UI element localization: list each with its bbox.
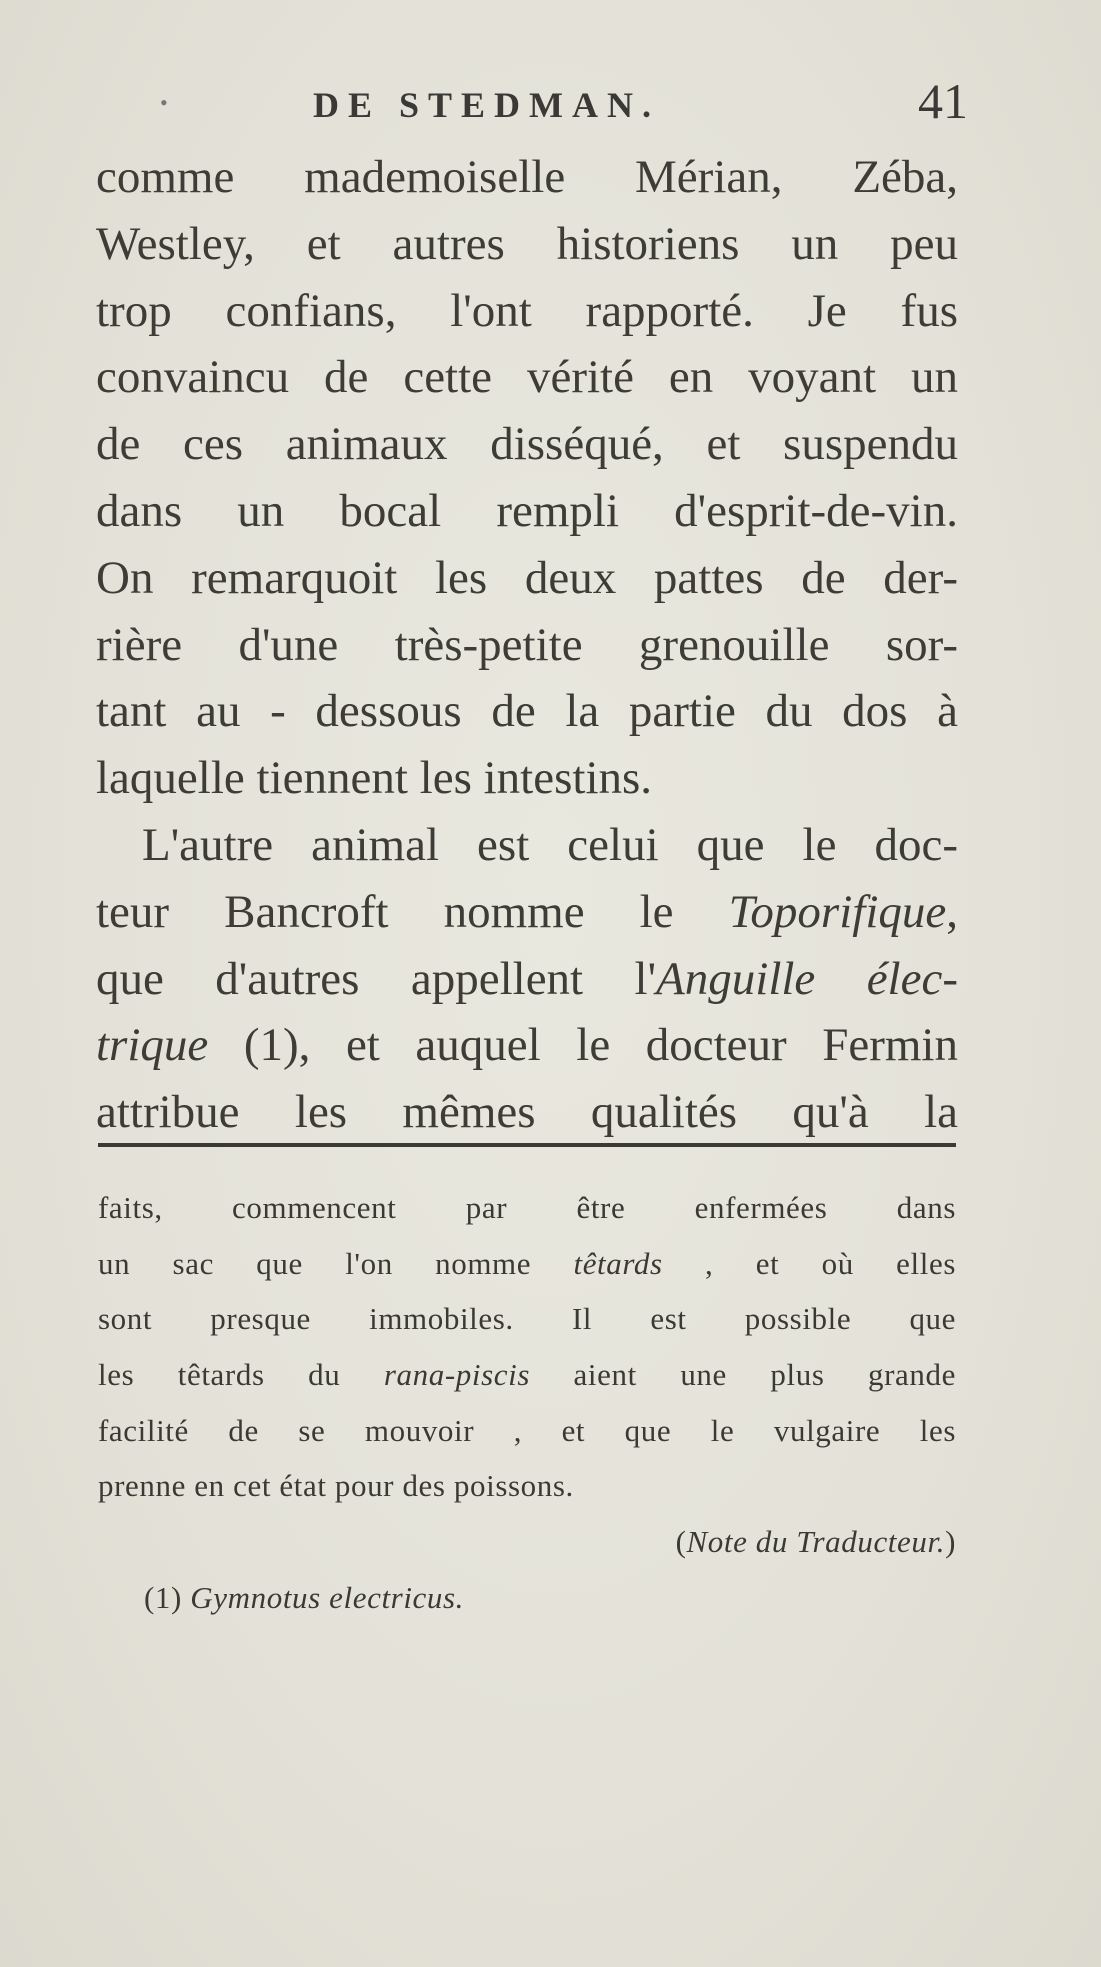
footnote-line [98,1347,956,1403]
text-line: Westley, et autres historiens un peu [96,217,958,270]
text-span: ) [945,1524,956,1560]
text-line: dans un bocal rempli d'esprit-de-vin. [96,484,958,537]
text-line: convaincu de cette vérité en voyant un [96,351,958,404]
italic-term: Note du Traducteur. [686,1524,946,1560]
text-line: On remarquoit les deux pattes de der- [96,551,958,604]
text-line: comme mademoiselle Mérian, Zéba, [96,151,958,203]
italic-term: trique [96,1019,209,1072]
footnote-1 [98,1570,956,1626]
footnote-line: facilité de se mouvoir , et que le vulgaire les [98,1412,956,1448]
italic-term: Anguille élec- [656,952,958,1005]
text-line: attribue les mêmes qualités qu'à la [96,1086,958,1139]
text-span: , [946,885,958,938]
running-title: DE STEDMAN. [313,85,661,125]
text-span: les têtards du [98,1357,384,1393]
italic-term: têtards [573,1245,663,1281]
text-span: que d'autres appellent l' [96,952,657,1005]
text-line [96,1012,958,1079]
italic-term: rana-piscis [383,1357,530,1393]
text-line: de ces animaux disséqué, et suspendu [96,418,958,471]
text-span: , et où elles [662,1245,956,1281]
text-line [96,946,958,1013]
footnote-line [98,1236,956,1292]
text-span: (1), et auquel le docteur Fermin [208,1019,958,1072]
footnote-rule [98,1143,956,1147]
text-line: rière d'une très-petite grenouille sor- [96,618,958,671]
paragraph-start-line: L'autre animal est celui que le doc- [142,818,958,871]
text-line: trop confians, l'ont rapporté. Je fus [96,284,958,337]
text-span: ( [675,1524,687,1560]
text-span: teur Bancroft nomme le [96,885,729,938]
translator-note [98,1514,956,1570]
italic-term: Toporifique [728,885,947,938]
header-dot: • [160,90,168,115]
text-line: tant au - dessous de la partie du dos à [96,685,958,738]
page-number: 41 [918,73,968,129]
footnote-marker: (1) [144,1579,191,1615]
running-head [98,73,968,138]
text-line: laquelle tiennent les intestins. [96,752,653,805]
footnote-line: faits, commencent par être enfermées dans [98,1190,956,1225]
text-line [96,879,958,946]
footnote-line: prenne en cet état pour des poissons. [98,1468,574,1504]
text-span: un sac que l'on nomme [98,1245,574,1281]
text-span: aient une plus grande [530,1357,956,1393]
main-text [96,144,958,1146]
italic-term: Gymnotus electricus. [190,1579,465,1615]
footnotes [98,1180,956,1626]
footnote-line: sont presque immobiles. Il est possible que [98,1301,956,1337]
